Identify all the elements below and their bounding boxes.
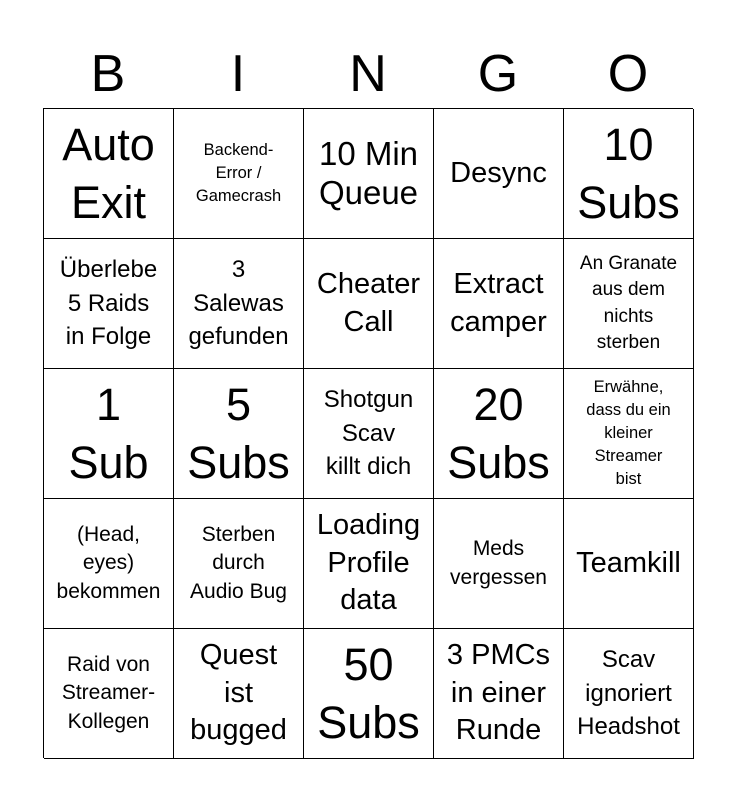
header-letter-n: N bbox=[349, 45, 387, 103]
bingo-cell-r1-c0[interactable]: Überlebe 5 Raids in Folge bbox=[44, 239, 174, 369]
bingo-cell-r1-c3[interactable]: Extract camper bbox=[434, 239, 564, 369]
bingo-cell-r1-c1[interactable]: 3 Salewas gefunden bbox=[174, 239, 304, 369]
bingo-cell-r0-c3[interactable]: Desync bbox=[434, 109, 564, 239]
header-letter-i: I bbox=[230, 45, 246, 103]
bingo-cell-r2-c0[interactable]: 1 Sub bbox=[44, 369, 174, 499]
bingo-cell-r3-c1[interactable]: Sterben durch Audio Bug bbox=[174, 499, 304, 629]
bingo-header bbox=[43, 40, 693, 108]
header-letter-g: G bbox=[477, 45, 519, 103]
bingo-cell-r2-c3[interactable]: 20 Subs bbox=[434, 369, 564, 499]
bingo-cell-r4-c1[interactable]: Quest ist bugged bbox=[174, 629, 304, 759]
bingo-cell-r2-c2[interactable]: Shotgun Scav killt dich bbox=[304, 369, 434, 499]
bingo-cell-r4-c2[interactable]: 50 Subs bbox=[304, 629, 434, 759]
bingo-cell-r0-c0[interactable]: Auto Exit bbox=[44, 109, 174, 239]
header-letter-b: B bbox=[90, 45, 126, 103]
bingo-cell-r0-c1[interactable]: Backend- Error / Gamecrash bbox=[174, 109, 304, 239]
bingo-cell-r3-c0[interactable]: (Head, eyes) bekommen bbox=[44, 499, 174, 629]
bingo-cell-r3-c4[interactable]: Teamkill bbox=[564, 499, 694, 629]
bingo-cell-r4-c3[interactable]: 3 PMCs in einer Runde bbox=[434, 629, 564, 759]
bingo-cell-r4-c0[interactable]: Raid von Streamer- Kollegen bbox=[44, 629, 174, 759]
bingo-cell-r2-c1[interactable]: 5 Subs bbox=[174, 369, 304, 499]
header-letter-o: O bbox=[607, 45, 649, 103]
bingo-grid bbox=[43, 108, 693, 758]
bingo-cell-r0-c4[interactable]: 10 Subs bbox=[564, 109, 694, 239]
bingo-cell-r2-c4[interactable]: Erwähne, dass du ein kleiner Streamer bist bbox=[564, 369, 694, 499]
bingo-cell-r4-c4[interactable]: Scav ignoriert Headshot bbox=[564, 629, 694, 759]
bingo-cell-r1-c2[interactable]: Cheater Call bbox=[304, 239, 434, 369]
bingo-cell-r1-c4[interactable]: An Granate aus dem nichts sterben bbox=[564, 239, 694, 369]
bingo-cell-r3-c3[interactable]: Meds vergessen bbox=[434, 499, 564, 629]
bingo-cell-r3-c2[interactable]: Loading Profile data bbox=[304, 499, 434, 629]
bingo-cell-r0-c2[interactable]: 10 Min Queue bbox=[304, 109, 434, 239]
